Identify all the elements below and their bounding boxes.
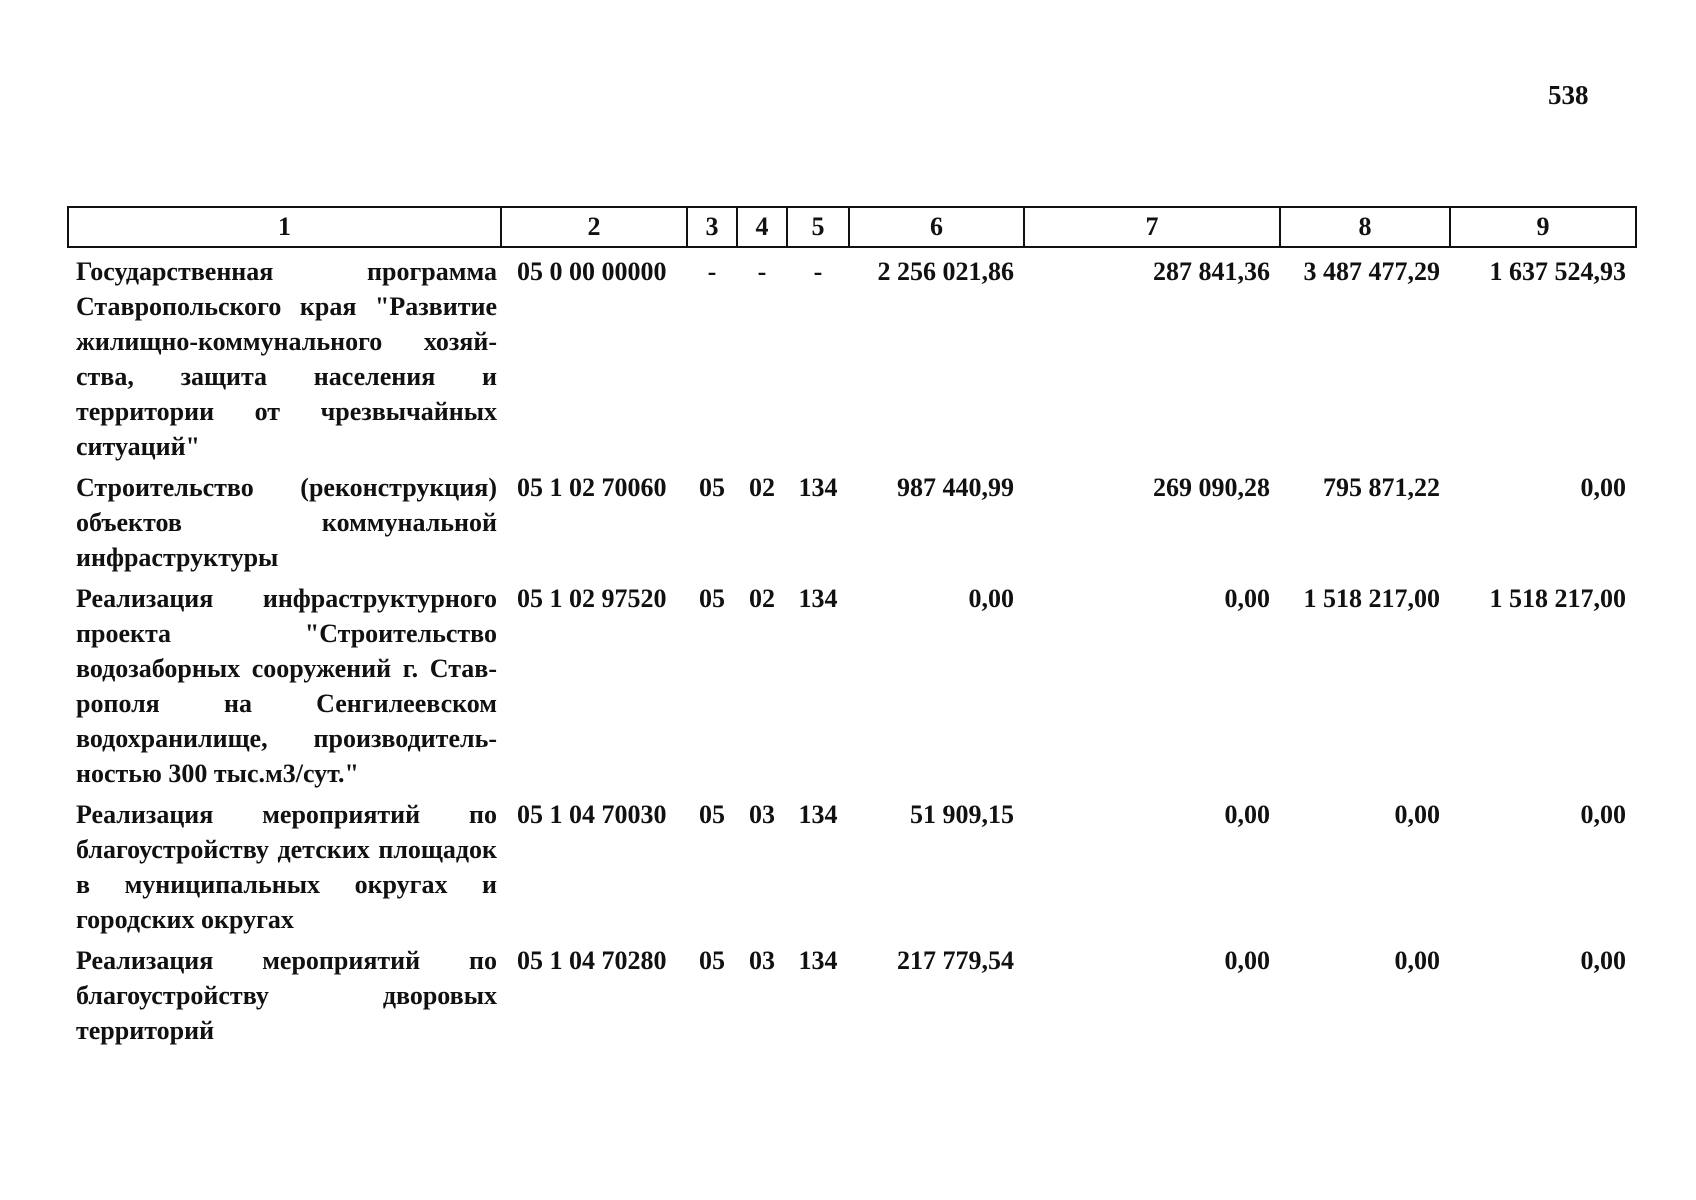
row-code: 05 1 04 70280	[517, 946, 667, 975]
row-col-7: 0,00	[1224, 946, 1270, 975]
row-col-8: 0,00	[1394, 800, 1440, 829]
row-col-4: 03	[749, 946, 775, 975]
row-col-4: 02	[749, 473, 775, 502]
row-col-9: 0,00	[1580, 473, 1626, 502]
row-col-6: 217 779,54	[897, 946, 1014, 975]
row-col-5: 134	[798, 584, 838, 613]
row-col-9: 0,00	[1580, 946, 1626, 975]
row-col-6: 2 256 021,86	[877, 257, 1014, 286]
row-col-5: 134	[798, 800, 838, 829]
row-col-8: 0,00	[1394, 946, 1440, 975]
row-name: Реализация мероприятий по благоустройству дворовых территорий	[76, 946, 497, 1045]
row-col-9: 0,00	[1580, 800, 1626, 829]
row-col-9: 1 637 524,93	[1489, 257, 1626, 286]
row-col-7: 0,00	[1224, 800, 1270, 829]
row-col-3: 05	[699, 946, 725, 975]
row-col-3: 05	[699, 584, 725, 613]
row-col-8: 795 871,22	[1323, 473, 1440, 502]
row-col-8: 1 518 217,00	[1303, 584, 1440, 613]
column-header-4: 4	[737, 207, 787, 247]
column-header-1: 1	[68, 207, 501, 247]
column-header-7: 7	[1024, 207, 1280, 247]
table-row	[68, 791, 1636, 937]
table-body	[68, 247, 1636, 1048]
row-col-6: 51 909,15	[910, 800, 1014, 829]
row-col-3: 05	[699, 473, 725, 502]
table-row	[68, 937, 1636, 1048]
row-col-4: -	[757, 257, 767, 286]
row-code: 05 1 04 70030	[517, 800, 667, 829]
row-code: 05 1 02 97520	[517, 584, 667, 613]
column-header-2: 2	[501, 207, 687, 247]
row-col-6: 0,00	[968, 584, 1014, 613]
row-col-5: -	[813, 257, 823, 286]
row-col-3: 05	[699, 800, 725, 829]
table-row	[68, 575, 1636, 791]
row-code: 05 0 00 00000	[517, 257, 667, 286]
row-col-6: 987 440,99	[897, 473, 1014, 502]
row-col-5: 134	[798, 473, 838, 502]
column-header-6: 6	[849, 207, 1024, 247]
row-col-9: 1 518 217,00	[1489, 584, 1626, 613]
row-name: Реализация мероприятий по благоустройству детских площадок в муниципальных округах и городских округах	[76, 800, 497, 934]
row-col-7: 269 090,28	[1153, 473, 1270, 502]
row-name: Реализация инфраструктурного проекта "Строительство водозаборных сооружений г. Ставрополя на Сенгилеевском водохранилище, производительностью 300 тыс.м3/сут."	[76, 584, 497, 788]
column-header-9: 9	[1450, 207, 1636, 247]
row-col-3: -	[707, 257, 717, 286]
row-col-5: 134	[798, 946, 838, 975]
row-col-7: 0,00	[1224, 584, 1270, 613]
budget-table	[67, 206, 1637, 1048]
row-name: Государственная программа Ставропольского края "Развитие жилищно-коммунального хозяйства, защита населения и территории от чрезвычайных ситуаций"	[76, 257, 497, 461]
column-header-5: 5	[787, 207, 849, 247]
header-row	[68, 207, 1636, 247]
row-code: 05 1 02 70060	[517, 473, 667, 502]
table-row	[68, 247, 1636, 464]
row-col-4: 03	[749, 800, 775, 829]
row-name: Строительство (реконструкция) объектов коммунальной инфраструктуры	[76, 473, 497, 572]
row-col-7: 287 841,36	[1153, 257, 1270, 286]
row-col-8: 3 487 477,29	[1303, 257, 1440, 286]
row-col-4: 02	[749, 584, 775, 613]
table-row	[68, 464, 1636, 575]
table-header	[68, 207, 1636, 247]
column-header-8: 8	[1280, 207, 1450, 247]
column-header-3: 3	[687, 207, 737, 247]
page-number: 538	[1548, 80, 1589, 110]
